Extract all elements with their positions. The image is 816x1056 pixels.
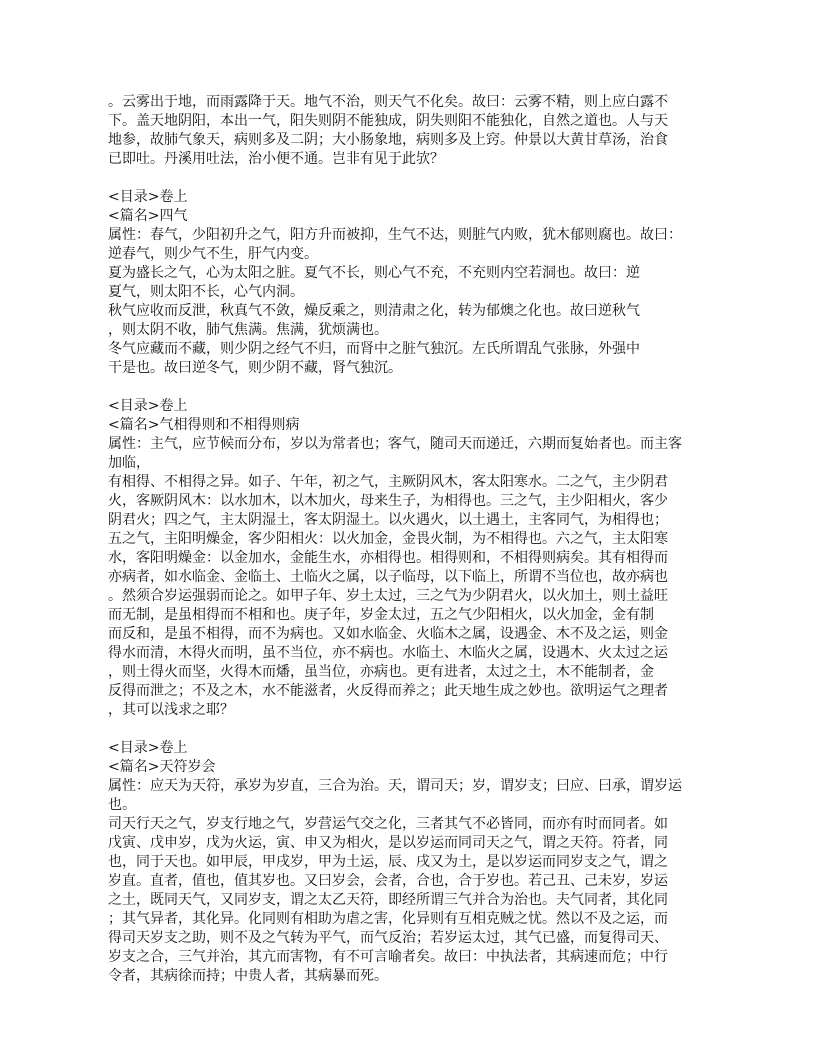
text-line: 司天行天之气，岁支行地之气，岁营运气交之化，三者其气不必皆同，而亦有时而同者。如 [108, 816, 668, 832]
text-line: 秋气应收而反泄，秋真气不敛，燥反乘之，则清肃之化，转为郁燠之化也。故曰逆秋气 [108, 303, 640, 319]
text-line: 得司天岁支之助，则不及之气转为平气，而气反治；若岁运太过，其气已盛，而复得司天、 [108, 930, 668, 946]
section [108, 188, 728, 378]
text-line: 岁直。直者，值也，值其岁也。又曰岁会，会者，合也，合于岁也。若己丑、己未岁，岁运 [108, 873, 668, 889]
text-line: 之土，既同天气，又同岁支，谓之太乙天符，即经所谓三气并合为治也。夫气同者，其化同 [108, 892, 668, 908]
text-line: 戊寅、戊申岁，戊为火运，寅、申又为相火，是以岁运而同司天之气，谓之天符。符者，同 [108, 835, 668, 851]
text-line: ，则土得火而坚，火得木而燔，虽当位，亦病也。更有进者，太过之土，木不能制者，金 [108, 664, 654, 680]
section [108, 739, 728, 986]
text-line: 火，客厥阴风木：以水加木，以木加火，母来生子，为相得也。三之气，主少阳相火，客少 [108, 493, 668, 509]
text-line: <目录>卷上 [108, 189, 188, 205]
text-line: 令者，其病徐而持；中贵人者，其病暴而死。 [108, 968, 388, 984]
text-line: 干是也。故曰逆冬气，则少阴不藏，肾气独沉。 [108, 360, 402, 376]
text-line: 属性：应天为天符，承岁为岁直，三合为治。天，谓司天；岁，谓岁支；曰应、曰承，谓岁运 [108, 778, 682, 794]
text-line: 逆春气，则少气不生，肝气内变。 [108, 246, 318, 262]
text-line: <篇名>四气 [108, 208, 188, 224]
text-line: 夏气，则太阳不长，心气内洞。 [108, 284, 304, 300]
text-line: ；其气异者，其化异。化同则有相助为虐之害，化异则有互相克贼之忧。然以不及之运，而 [108, 911, 668, 927]
text-line: 加临， [108, 455, 150, 471]
text-line: ，其可以浅求之耶？ [108, 702, 234, 718]
text-line: 亦病者，如水临金、金临土、土临火之属，以子临母，以下临上，所谓不当位也，故亦病也 [108, 569, 668, 585]
text-line: 阴君火；四之气，主太阴湿土，客太阴湿土。以火遇火，以土遇土，主客同气，为相得也； [108, 512, 668, 528]
text-line: 水，客阳明燥金：以金加水，金能生水，亦相得也。相得则和，不相得则病矣。其有相得而 [108, 550, 668, 566]
text-line: <篇名>天符岁会 [108, 759, 216, 775]
text-line: 下。盖天地阴阳，本出一气，阳失则阴不能独成，阴失则阳不能独化，自然之道也。人与天 [108, 113, 668, 129]
blank-line [108, 169, 728, 188]
text-line: 得水而清，木得火而明，虽不当位，亦不病也。水临土、木临火之属，设遇木、火太过之运 [108, 645, 668, 661]
text-line: 属性：春气，少阳初升之气，阳方升而被抑，生气不达，则脏气内败，犹木郁则腐也。故曰： [108, 227, 682, 243]
text-line: 而无制，是虽相得而不相和也。庚子年，岁金太过，五之气少阳相火，以火加金，金有制 [108, 607, 654, 623]
text-line: 五之气，主阳明燥金，客少阳相火：以火加金，金畏火制，为不相得也。六之气，主太阳寒 [108, 531, 668, 547]
text-line: <目录>卷上 [108, 740, 188, 756]
text-line: 已即吐。丹溪用吐法，治小便不通。岂非有见于此欤？ [108, 151, 444, 167]
text-line: 夏为盛长之气，心为太阳之脏。夏气不长，则心气不充，不充则内空若洞也。故曰：逆 [108, 265, 640, 281]
continued-paragraph [108, 93, 728, 169]
text-line: 属性：主气，应节候而分布，岁以为常者也；客气，随司天而递迁，六期而复始者也。而主客 [108, 436, 682, 452]
text-line: 也。 [108, 797, 136, 813]
text-line: ，则太阴不收，肺气焦满。焦满，犹烦满也。 [108, 322, 388, 338]
text-line: 冬气应藏而不藏，则少阴之经气不归，而肾中之脏气独沉。左氏所谓乱气张脉，外强中 [108, 341, 640, 357]
text-line: <目录>卷上 [108, 398, 188, 414]
text-line: 有相得、不相得之异。如子、午年，初之气，主厥阴风木，客太阳寒水。二之气，主少阴君 [108, 474, 668, 490]
text-line: 而反和，是虽不相得，而不为病也。又如水临金、火临木之属，设遇金、木不及之运，则金 [108, 626, 668, 642]
text-line: <篇名>气相得则和不相得则病 [108, 417, 300, 433]
section [108, 397, 728, 720]
blank-line [108, 720, 728, 739]
text-line: 反得而泄之；不及之木，水不能滋者，火反得而养之；此天地生成之妙也。欲明运气之理者 [108, 683, 668, 699]
blank-line [108, 378, 728, 397]
text-line: 。然须合岁运强弱而论之。如甲子年、岁土太过，三之气为少阴君火，以火加土，则土益旺 [108, 588, 668, 604]
document-body [108, 93, 728, 986]
text-line: 地参，故肺气象天，病则多及二阴；大小肠象地，病则多及上窍。仲景以大黄甘草汤，治食 [108, 132, 668, 148]
text-line: 也，同于天也。如甲辰，甲戌岁，甲为土运，辰、戌又为土，是以岁运而同岁支之气，谓之 [108, 854, 668, 870]
text-line: 岁支之合，三气并治，其亢而害物，有不可言喻者矣。故曰：中执法者，其病速而危；中行 [108, 949, 668, 965]
text-line: 。云雾出于地，而雨露降于天。地气不治，则天气不化矣。故曰：云雾不精，则上应白露不 [108, 94, 668, 110]
